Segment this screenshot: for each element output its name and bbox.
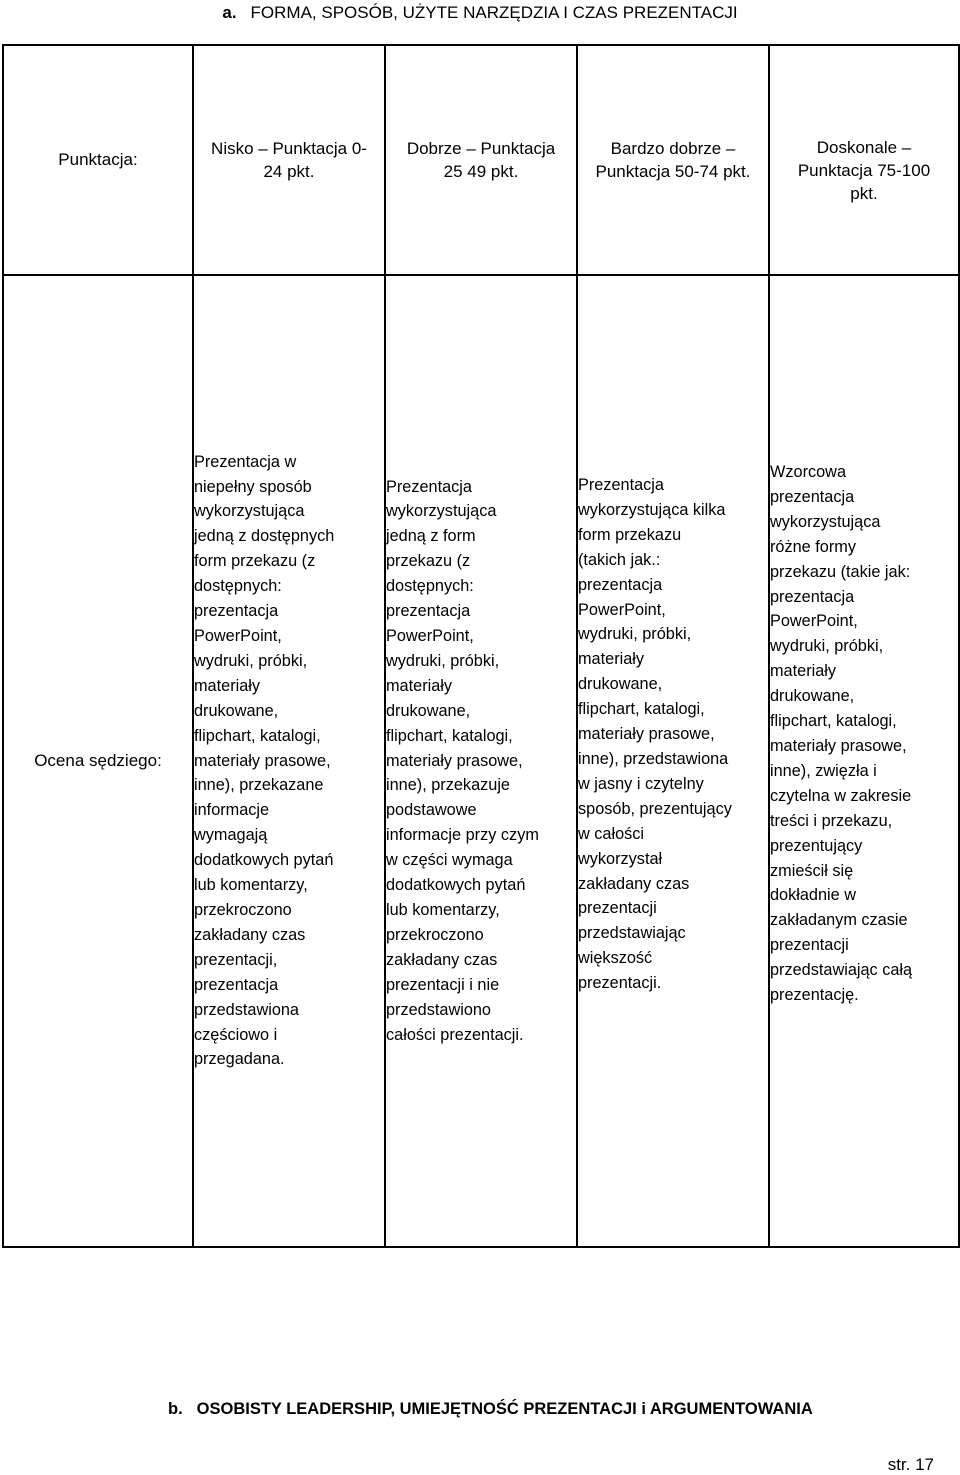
- description-line: drukowane,: [578, 675, 663, 694]
- description-line: częściowo i: [194, 1025, 278, 1044]
- description-line: inne), przekazane: [194, 776, 324, 795]
- description-line: wydruki, próbki,: [770, 637, 884, 656]
- section-b-heading: [168, 1400, 928, 1419]
- description-line: prezentujący: [770, 836, 863, 855]
- description-line: informacje przy czym: [386, 826, 539, 845]
- level-header-3: [769, 45, 959, 275]
- description-line: materiały: [578, 650, 645, 669]
- description-line: inne), zwięzła i: [770, 761, 877, 780]
- description-line: Wzorcowa: [770, 463, 846, 481]
- description-line: przekazu (z: [386, 552, 471, 571]
- scoring-table: [2, 44, 960, 1248]
- level-range: Punktacja 75-100: [797, 160, 931, 180]
- description-line: materiały: [194, 676, 261, 695]
- description-line: czytelna w zakresie: [770, 786, 912, 805]
- description-line: drukowane,: [770, 687, 855, 706]
- description-line: jedną z form: [386, 527, 476, 546]
- description-line: materiały: [386, 676, 453, 695]
- description-line: flipchart, katalogi,: [386, 726, 513, 745]
- description-line: wykorzystał: [578, 849, 663, 868]
- description-line: wykorzystująca kilka: [578, 500, 726, 519]
- description-line: prezentacji,: [194, 950, 278, 969]
- description-line: w części wymaga: [386, 851, 513, 870]
- description-line: przekroczono: [386, 925, 484, 944]
- description-line: prezentacja: [194, 602, 279, 621]
- description-line: przekroczono: [194, 900, 292, 919]
- level-range: Punktacja 50-74 pkt.: [595, 162, 751, 181]
- description-line: lub komentarzy,: [194, 876, 308, 895]
- description-line: flipchart, katalogi,: [194, 726, 321, 745]
- level-name: Dobrze – Punktacja: [406, 139, 556, 158]
- description-line: prezentację.: [770, 986, 859, 1005]
- section-b-number: b.: [168, 1400, 183, 1418]
- description-line: PowerPoint,: [578, 600, 666, 619]
- section-b-title: OSOBISTY LEADERSHIP, UMIEJĘTNOŚĆ PREZENTACJI i ARGUMENTOWANIA: [196, 1400, 813, 1418]
- description-line: w całości: [578, 824, 645, 843]
- description-line: flipchart, katalogi,: [770, 712, 897, 731]
- level-header-1: [385, 45, 577, 275]
- description-line: PowerPoint,: [386, 627, 474, 646]
- description-line: materiały: [770, 662, 837, 681]
- description-line: zakładany czas: [194, 925, 306, 944]
- description-line: podstawowe: [386, 801, 477, 820]
- description-line: wykorzystująca: [770, 512, 881, 531]
- section-a-number: a.: [222, 3, 237, 22]
- description-line: zakładany czas: [386, 950, 498, 969]
- description-line: prezentacja: [386, 602, 471, 621]
- description-line: wydruki, próbki,: [386, 651, 500, 670]
- level-header-2: [577, 45, 769, 275]
- section-a-title: FORMA, SPOSÓB, UŻYTE NARZĘDZIA I CZAS PREZENTACJI: [250, 3, 738, 22]
- description-line: wykorzystująca: [194, 502, 305, 521]
- description-line: dostępnych:: [386, 577, 474, 596]
- description-line: PowerPoint,: [194, 627, 282, 646]
- description-line: form przekazu: [578, 525, 682, 544]
- description-line: przedstawiono: [386, 1000, 491, 1019]
- score-label-cell: [3, 45, 193, 275]
- rating-label-cell: [3, 275, 193, 1247]
- description-line: Prezentacja: [578, 476, 664, 494]
- description-line: drukowane,: [194, 701, 279, 720]
- description-line: jedną z dostępnych: [194, 527, 335, 546]
- description-line: materiały prasowe,: [770, 736, 907, 755]
- description-line: prezentacja: [770, 587, 855, 606]
- description-line: wykorzystująca: [386, 502, 497, 521]
- level-range-continued: pkt.: [850, 183, 878, 203]
- description-line: prezentacja: [578, 575, 663, 594]
- level-range: 25 49 pkt.: [443, 162, 519, 181]
- description-line: dodatkowych pytań: [194, 851, 334, 870]
- description-line: Prezentacja: [386, 477, 472, 496]
- description-line: przedstawiając: [578, 924, 686, 943]
- description-line: treści i przekazu,: [770, 811, 893, 830]
- level-name: Nisko – Punktacja 0-: [211, 139, 367, 158]
- level-description-3: [769, 275, 959, 1247]
- description-line: prezentacji: [578, 899, 657, 918]
- rating-row: [3, 275, 959, 1247]
- description-line: całości prezentacji.: [386, 1025, 524, 1044]
- description-line: prezentacji.: [578, 974, 662, 993]
- section-a-heading: [0, 3, 960, 23]
- description-line: prezentacja: [770, 487, 855, 506]
- description-line: wydruki, próbki,: [578, 625, 692, 644]
- description-line: zmieścił się: [770, 861, 854, 880]
- description-line: prezentacji i nie: [386, 975, 500, 994]
- score-row: [3, 45, 959, 275]
- description-line: dodatkowych pytań: [386, 876, 526, 895]
- description-line: PowerPoint,: [770, 612, 858, 631]
- level-range: 24 pkt.: [263, 162, 315, 181]
- score-label: Punktacja:: [58, 150, 138, 169]
- description-line: przegadana.: [194, 1050, 285, 1069]
- description-line: zakładany czas: [578, 874, 690, 893]
- description-line: flipchart, katalogi,: [578, 700, 705, 719]
- description-line: inne), przekazuje: [386, 776, 510, 795]
- description-line: różne formy: [770, 537, 856, 556]
- level-header-0: [193, 45, 385, 275]
- description-line: drukowane,: [386, 701, 471, 720]
- description-line: wydruki, próbki,: [194, 651, 308, 670]
- description-line: przekazu (takie jak:: [770, 562, 911, 581]
- description-line: sposób, prezentujący: [578, 799, 732, 818]
- description-line: inne), przedstawiona: [578, 749, 729, 768]
- description-line: wymagają: [194, 826, 268, 845]
- description-line: (takich jak.:: [578, 550, 661, 569]
- description-line: przedstawiona: [194, 1000, 299, 1019]
- description-line: przedstawiając całą: [770, 961, 913, 980]
- description-line: dokładnie w: [770, 886, 856, 905]
- description-line: materiały prasowe,: [578, 725, 715, 744]
- level-name: Bardzo dobrze –: [610, 139, 736, 158]
- description-line: materiały prasowe,: [386, 751, 523, 770]
- description-line: niepełny sposób: [194, 477, 312, 496]
- description-line: informacje: [194, 801, 270, 820]
- level-name: Doskonale –: [816, 137, 912, 157]
- description-line: prezentacji: [770, 936, 849, 955]
- description-line: prezentacja: [194, 975, 279, 994]
- description-line: materiały prasowe,: [194, 751, 331, 770]
- description-line: większość: [578, 949, 653, 968]
- level-description-2: [577, 275, 769, 1247]
- rating-label: Ocena sędziego:: [34, 751, 162, 770]
- description-line: w jasny i czytelny: [578, 774, 704, 793]
- description-line: dostępnych:: [194, 577, 282, 596]
- description-line: form przekazu (z: [194, 552, 316, 571]
- level-description-1: [385, 275, 577, 1247]
- description-line: lub komentarzy,: [386, 900, 500, 919]
- level-description-0: [193, 275, 385, 1247]
- page-number: str. 17: [887, 1455, 934, 1474]
- description-line: Prezentacja w: [194, 452, 297, 471]
- description-line: zakładanym czasie: [770, 911, 908, 930]
